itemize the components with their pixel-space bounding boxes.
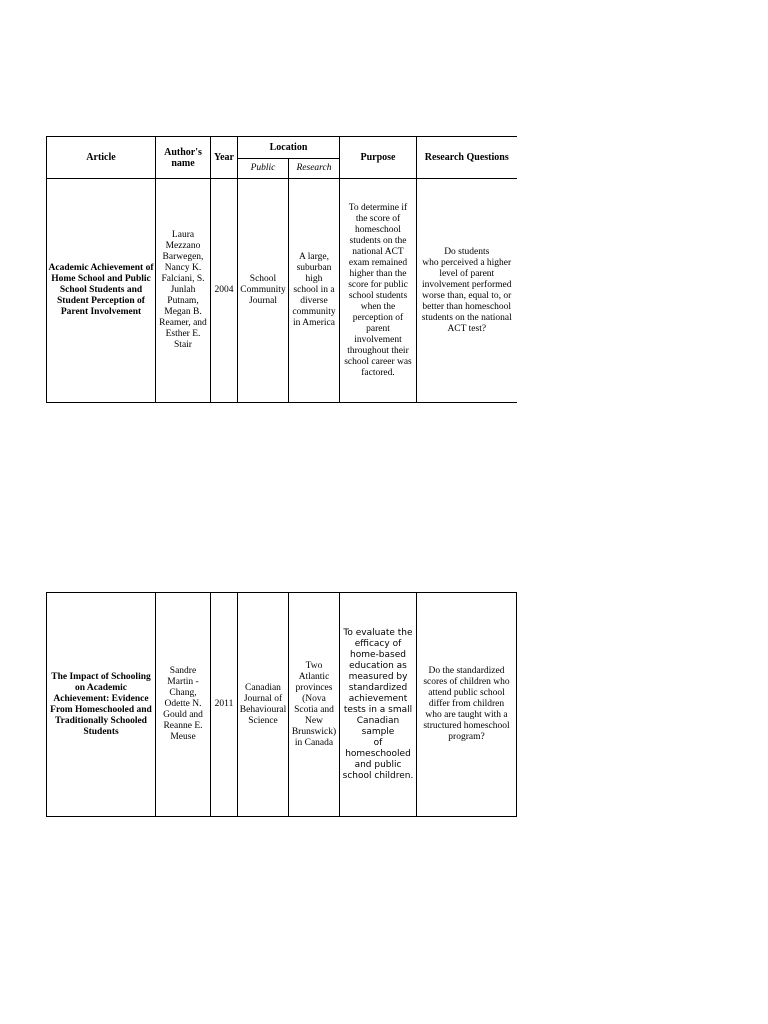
purpose-text: To evaluate the efficacy of home-based education as measured by standardized achievement tests in a small Canadian sample of homeschooled and public school children.	[340, 593, 417, 817]
author-names: Sandre Martin - Chang, Odette N. Gould and Reanne E. Meuse	[156, 593, 211, 817]
publication-year: 2004	[211, 179, 238, 403]
location-public: Canadian Journal of Behavioural Science	[238, 593, 289, 817]
location-research: A large, suburban high school in a diverse community in America	[289, 179, 340, 403]
literature-table-top	[46, 136, 517, 403]
header-article: Article	[47, 137, 156, 179]
header-year: Year	[211, 137, 238, 179]
article-title: The Impact of Schooling on Academic Achievement: Evidence From Homeschooled and Traditionally Schooled Students	[47, 593, 156, 817]
literature-table-bottom	[46, 592, 517, 817]
header-research-questions: Research Questions	[417, 137, 517, 179]
header-location: Location	[238, 137, 340, 159]
header-research: Research	[289, 159, 340, 179]
purpose-text: To determine if the score of homeschool students on the national ACT exam remained higher than the score for public school students when the perception of parent involvement throughout their school career was factored.	[340, 179, 417, 403]
research-questions-text: Do the standardized scores of children who attend public school differ from children who are taught with a structured homeschool program?	[417, 593, 517, 817]
location-research: Two Atlantic provinces (Nova Scotia and New Brunswick) in Canada	[289, 593, 340, 817]
location-public: School Community Journal	[238, 179, 289, 403]
research-questions-text: Do students who perceived a higher level of parent involvement performed worse than, equal to, or better than homeschool students on the national ACT test?	[417, 179, 517, 403]
author-names: Laura Mezzano Barwegen, Nancy K. Falciani, S. Junlah Putnam, Megan B. Reamer, and Esther E. Stair	[156, 179, 211, 403]
article-title: Academic Achievement of Home School and Public School Students and Student Perception of Parent Involvement	[47, 179, 156, 403]
header-purpose: Purpose	[340, 137, 417, 179]
header-public: Public	[238, 159, 289, 179]
header-author: Author's name	[156, 137, 211, 179]
table-row	[47, 179, 517, 403]
publication-year: 2011	[211, 593, 238, 817]
table-row	[47, 593, 517, 817]
